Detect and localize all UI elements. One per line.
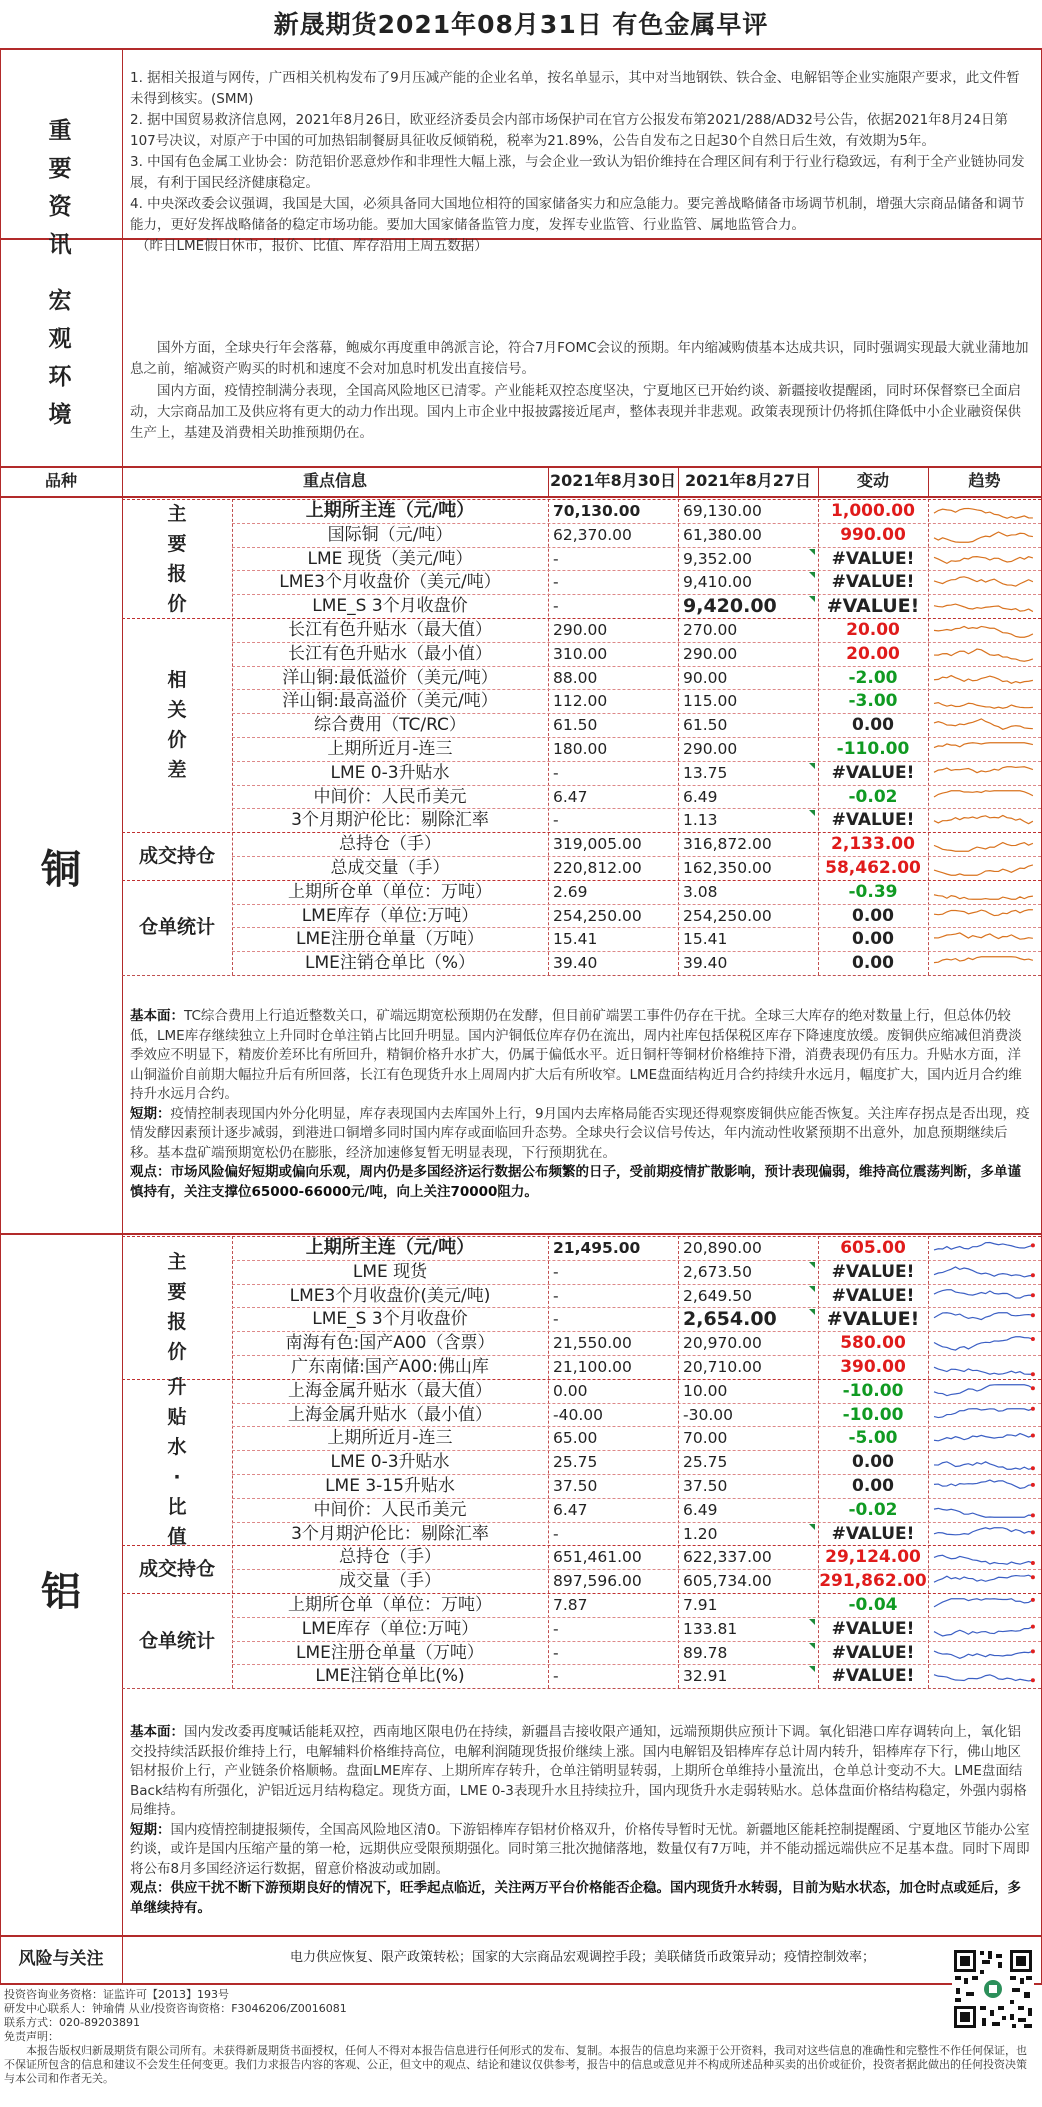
trend-sparkline [930,619,1040,641]
aluminum-row-value-d2: 20,970.00 [683,1334,762,1353]
risk-text: 电力供应恢复、限产政策转松；国家的大宗商品宏观调控手段；美联储货币政策异动；疫情控制效率； [290,1950,876,1965]
qr-code-icon [952,1948,1034,2030]
trend-sparkline [930,1308,1040,1330]
aluminum-row-name: 3个月期沪伦比：剔除汇率 [291,1523,489,1544]
trend-sparkline [930,1285,1040,1307]
copper-row-value-d2: 69,130.00 [683,502,762,520]
aluminum-short-term: 国内疫情控制捷报频传，全国高风险地区清0。下游铝棒库存铝材价格双升，价格传导暂时无忧。新疆地区能耗控制提醒函、宁夏地区节能办公室约谈，或许是国内压缩产量的第一枪，远期供应受限预期强化。同时第三批次抛储落地，数量仅有7万吨，并不能动摇远端供应不足基本盘。同时下周即将公布8月多国经济运行数据，留意价格波动或加剧。 [130,1821,1030,1877]
copper-row-value-d2: 1.13 [683,811,718,830]
aluminum-row-value-d2: 20,890.00 [683,1239,762,1257]
error-flag-icon [809,572,815,578]
copper-row-name: 国际铜（元/吨） [327,524,453,545]
aluminum-row-value-d1: 897,596.00 [553,1572,642,1591]
trend-sparkline [930,595,1040,617]
copper-basics: TC综合费用上行追近整数关口，矿端远期宽松预期仍在发酵，但目前矿端罢工事件仍存在干扰。全球三大库存的绝对数量上行，但总体仍较低，LME库存继续独立上升同时仓单注销占比回升明显。国内沪铜低位库存仍在流出，周内社库包括保税区库存下降速度放缓。废铜供应缩减但消费淡季效应不明显下，精废价差环比有所回升，精铜价格升水扩大，仍属于偏低水平。近日铜杆等铜材价格维持下滑，消费表现仍有压力。升贴水方面，洋山铜溢价自前期大幅拉升后有所回落，长江有色现货升水上周周内扩大后有所收窄。LME盘面结构近月合约持续升水远月，幅度扩大，国内近月合约维持升水远月合约。 [130,1008,1022,1102]
footer-phone: 联系方式：020-89203891 [4,2016,140,2029]
copper-row-name: 3个月期沪伦比：剔除汇率 [291,810,489,831]
copper-group-2: 成交持仓 [138,845,215,867]
copper-row-name: 洋山铜:最高溢价（美元/吨） [282,691,498,712]
error-flag-icon [809,810,815,816]
aluminum-basics: 国内发改委再度喊话能耗双控，西南地区限电仍在持续，新疆昌吉接收限产通知，远端预期供应预计下调。氧化铝港口库存调转向上，氧化铝交投持续活跃报价维持上行，电解辅料价格维持高位，电解利润随现货报价继续上涨。国内电解铝及铝棒库存总计周内转升，铝棒库存下行，佛山地区铝材报价上行，产业链条价格顺畅。盘面LME库存、上期所库存转升，仓单注销明显转弱，上期所仓单维持小量流出，仓单总计变动不大。LME盘面结Back结构有所强化，沪铝近远月结构稳定。现货方面，LME 0-3表现升水且持续拉升，国内现货升水走弱转贴水。总体盘面价格结构稳定，外强内弱格局维持。 [130,1724,1027,1818]
copper-row-name: 长江有色升贴水（最大值） [288,620,492,640]
copper-row-value-d2: 270.00 [683,621,738,639]
trend-sparkline [930,809,1040,831]
trend-sparkline [930,643,1040,665]
error-flag-icon [809,1643,815,1649]
copper-row-value-d2: 254,250.00 [683,906,772,925]
trend-sparkline [930,1665,1040,1687]
copper-row-value-d2: 9,352.00 [683,549,753,568]
aluminum-row-change: -10.00 [842,1404,904,1425]
copper-row-value-d1: 15.41 [553,930,598,949]
aluminum-row-value-d2: 20,710.00 [683,1358,762,1376]
aluminum-row-value-d1: 21,550.00 [553,1334,632,1353]
copper-row-name: 洋山铜:最低溢价（美元/吨） [282,667,498,688]
aluminum-row-name: LME 0-3升贴水 [330,1452,450,1473]
copper-row-value-d1: - [553,811,559,830]
aluminum-row-value-d2: 37.50 [683,1477,728,1495]
aluminum-row-name: LME 3-15升贴水 [325,1476,455,1496]
aluminum-row-change: -10.00 [842,1380,904,1401]
copper-row-value-d1: 39.40 [553,954,598,973]
copper-row-name: 长江有色升贴水（最小值） [288,643,492,664]
copper-row-value-d2: 9,410.00 [683,573,753,592]
aluminum-row-value-d2: 32.91 [683,1667,728,1686]
copper-row-value-d2: 162,350.00 [683,859,772,877]
header-item: 品种 [44,471,77,490]
copper-row-name: 总持仓（手） [339,834,441,855]
trend-sparkline [930,1642,1040,1664]
aluminum-row-change: #VALUE! [826,1308,920,1331]
aluminum-row-change: 29,124.00 [825,1547,921,1568]
copper-row-value-d2: 290.00 [683,644,738,663]
aluminum-row-value-d1: - [553,1286,559,1305]
aluminum-row-value-d1: 65.00 [553,1429,598,1448]
trend-sparkline [930,1404,1040,1426]
trend-sparkline [930,1356,1040,1378]
footer-disclaimer-title: 免责声明： [4,2030,59,2043]
trend-sparkline [930,786,1040,808]
aluminum-row-value-d1: 37.50 [553,1477,598,1495]
copper-row-value-d1: 180.00 [553,740,608,758]
aluminum-row-value-d2: -30.00 [683,1405,733,1424]
copper-row-name: LME3个月收盘价（美元/吨） [279,572,501,593]
trend-sparkline [930,1523,1040,1545]
trend-sparkline [930,714,1040,736]
aluminum-row-value-d2: 70.00 [683,1429,728,1448]
aluminum-row-name: 上期所主连（元/吨） [305,1237,475,1258]
trend-sparkline [930,1261,1040,1283]
aluminum-row-value-d2: 133.81 [683,1619,738,1638]
trend-sparkline [930,1475,1040,1497]
aluminum-row-value-d1: 21,100.00 [553,1358,632,1376]
aluminum-row-change: #VALUE! [831,1642,915,1663]
copper-row-value-d1: 254,250.00 [553,906,642,925]
aluminum-row-change: 291,862.00 [819,1571,927,1592]
news-section-label: 重 要 资 讯 [48,118,72,258]
aluminum-view: 供应干扰不断下游预期良好的情况下，旺季起点临近，关注两万平台价格能否企稳。国内现货升水转弱，目前为贴水状态，加仓时点或延后，多单继续持有。 [130,1880,1021,1916]
footer-license: 投资咨询业务资格：证监许可【2013】193号 [4,1988,229,2001]
error-flag-icon [809,549,815,555]
aluminum-row-change: -0.02 [848,1499,898,1520]
copper-row-value-d2: 61,380.00 [683,525,762,544]
copper-row-change: 1,000.00 [831,501,915,521]
copper-row-change: -0.39 [848,881,898,902]
aluminum-row-name: 广东南储:国产A00:佛山库 [291,1357,489,1377]
copper-view: 市场风险偏好短期或偏向乐观，周内仍是多国经济运行数据公布频繁的日子，受前期疫情扩散影响，预计表现偏弱，维持高位震荡判断，多单谨慎持有，关注支撑位65000-66000元/吨，向上关注70000阻力。 [130,1164,1021,1200]
copper-row-value-d1: 70,130.00 [553,502,641,520]
aluminum-row-value-d2: 6.49 [683,1500,718,1519]
aluminum-row-change: #VALUE! [831,1618,915,1639]
error-flag-icon [809,1262,815,1268]
error-flag-icon [809,1286,815,1292]
trend-sparkline [930,1237,1040,1259]
copper-analysis: 基本面：TC综合费用上行追近整数关口，矿端远期宽松预期仍在发酵，但目前矿端罢工事件仍存在干扰。全球三大库存的绝对数量上行，但总体仍较低，LME库存继续独立上升同时仓单注销占比回升明显。国内沪铜低位库存仍在流出，周内社库包括保税区库存下降速度放缓。废铜供应缩减但消费淡季效应不明显下，精废价差环比有所回升，精铜价格升水扩大，仍属于偏低水平。近日铜杆等铜材价格维持下滑，消费表现仍有压力。升贴水方面，洋山铜溢价自前期大幅拉升后有所回落，长江有色现货升水上周周内扩大后有所收窄。LME盘面结构近月合约持续升水远月，幅度扩大，国内近月合约维持升水远月合约。 短期：疫情控制表现国内外分化明显，库存表现国内去库国外上行，9月国内去库格局能否实现还得观察废铜供应能否恢复。关注库存拐点是否出现，疫情发酵因素预计逐步减弱，到港进口铜增多同时国内库存或面临回升态势。全球央行会议信号传达，年内流动性收紧预期不出意外，加息预期继续后移。基本盘矿端预期宽松仍在膨胀，经济加速修复暂无明显表现，下行预期犹在。 观点：市场风险偏好短期或偏向乐观，周内仍是多国经济运行数据公布频繁的日子，受前期疫情扩散影响，预计表现偏弱，维持高位震荡判断，多单谨慎持有，关注支撑位65000-66000元/吨，向上关注70000阻力。 [130,1008,1030,1200]
copper-row-value-d2: 6.49 [683,787,718,806]
aluminum-row-value-d2: 25.75 [683,1453,728,1472]
header-trend: 趋势 [968,471,1001,490]
copper-row-change: #VALUE! [831,572,915,593]
aluminum-row-value-d1: - [553,1619,559,1638]
trend-sparkline [930,1332,1040,1354]
copper-row-value-d1: 290.00 [553,621,608,639]
copper-row-value-d2: 90.00 [683,668,728,687]
copper-short-term: 疫情控制表现国内外分化明显，库存表现国内去库国外上行，9月国内去库格局能否实现还得观察废铜供应能否恢复。关注库存拐点是否出现，疫情发酵因素预计逐步减弱，到港进口铜增多同时国内库存或面临回升态势。全球央行会议信号传达，年内流动性收紧预期不出意外，加息预期继续后移。基本盘矿端预期宽松仍在膨胀，经济加速修复暂无明显表现，下行预期犹在。 [130,1105,1030,1161]
trend-sparkline [930,762,1040,784]
aluminum-group-2: 成交持仓 [138,1558,215,1581]
risk-section-label: 风险与关注 [18,1949,104,1969]
copper-row-name: 中间价：人民币美元 [313,786,467,807]
copper-row-value-d2: 61.50 [683,716,728,735]
copper-group-3: 仓单统计 [138,916,215,939]
copper-row-value-d1: 2.69 [553,882,588,901]
aluminum-row-value-d1: - [553,1643,559,1662]
copper-row-change: #VALUE! [826,595,920,618]
aluminum-row-value-d2: 622,337.00 [683,1548,772,1567]
copper-row-name: 上期所仓单（单位：万吨） [288,881,492,902]
error-flag-icon [809,596,815,602]
copper-row-change: -3.00 [848,691,898,712]
copper-row-name: 上期所近月-连三 [327,739,453,759]
footer [4,1988,1027,2086]
copper-row-change: 990.00 [840,524,906,545]
copper-row-value-d1: - [553,549,559,568]
news-list [130,68,1030,257]
trend-sparkline [930,690,1040,712]
copper-row-value-d1: 6.47 [553,787,588,806]
aluminum-row-value-d2: 89.78 [683,1643,728,1662]
aluminum-row-name: 总持仓（手） [339,1547,441,1568]
error-flag-icon [809,1666,815,1672]
trend-sparkline [930,1451,1040,1473]
copper-row-name: LME 现货（美元/吨） [307,548,473,569]
news-item: 1. 据相关报道与网传，广西相关机构发布了9月压减产能的企业名单，按名单显示，其中对当地钢铁、铁合金、电解铝等企业实施限产要求，此文件暂未得到核实。(SMM) [130,70,1020,107]
trend-sparkline [930,548,1040,570]
aluminum-row-name: LME3个月收盘价(美元/吨) [289,1285,491,1306]
aluminum-analysis: 基本面：国内发改委再度喊话能耗双控，西南地区限电仍在持续，新疆昌吉接收限产通知，远端预期供应预计下调。氧化铝港口库存调转向上，氧化铝交投持续活跃报价维持上行，电解辅料价格维持高位，电解利润随现货报价继续上涨。国内电解铝及铝棒库存总计周内转升，铝棒库存下行，佛山地区铝材报价上行，产业链条价格顺畅。盘面LME库存、上期所库存转升，仓单注销明显转弱，上期所仓单维持小量流出，仓单总计变动不大。LME盘面结Back结构有所强化，沪铝近远月结构稳定。现货方面，LME 0-3表现升水且持续拉升，国内现货升水走弱转贴水。总体盘面价格结构稳定，外强内弱格局维持。 短期：国内疫情控制捷报频传，全国高风险地区清0。下游铝棒库存铝材价格双升，价格传导暂时无忧。新疆地区能耗控制提醒函、宁夏地区节能办公室约谈，或许是国内压缩产量的第一枪，远期供应受限预期强化。同时第三批次抛储落地，数量仅有7万吨，并不能动摇远端供应不足基本盘。同时下周即将公布8月多国经济运行数据，留意价格波动或加剧。 观点：供应干扰不断下游预期良好的情况下，旺季起点临近，关注两万平台价格能否企稳。国内现货升水转弱，目前为贴水状态，加仓时点或延后，多单继续持有。 [130,1724,1030,1916]
aluminum-row-value-d1: - [553,1310,559,1329]
copper-row-change: 20.00 [846,643,900,664]
copper-row-value-d1: 62,370.00 [553,525,632,544]
copper-row-change: 58,462.00 [825,858,921,878]
aluminum-row-value-d1: 7.87 [553,1596,588,1614]
aluminum-row-name: 中间价：人民币美元 [313,1499,467,1520]
aluminum-row-name: LME注销仓单比(%) [315,1666,465,1687]
copper-row-value-d2: 13.75 [683,763,728,782]
copper-row-change: 0.00 [852,953,894,974]
header-change: 变动 [856,471,889,490]
aluminum-row-value-d1: - [553,1524,559,1543]
copper-row-value-d1: 88.00 [553,668,598,687]
copper-row-value-d1: 112.00 [553,692,608,711]
copper-group-0: 主 要 报 价 [167,502,187,615]
aluminum-row-change: -5.00 [848,1428,898,1449]
copper-row-name: LME_S 3个月收盘价 [312,596,468,617]
aluminum-row-value-d1: - [553,1262,559,1281]
trend-sparkline [930,1380,1040,1402]
trend-sparkline [930,928,1040,950]
copper-row-name: LME库存（单位:万吨） [301,905,479,926]
copper-row-change: -110.00 [836,739,910,759]
aluminum-row-value-d1: 651,461.00 [553,1548,642,1567]
copper-row-change: 0.00 [852,929,894,950]
aluminum-row-value-d1: 6.47 [553,1500,588,1519]
copper-row-name: 总成交量（手） [330,858,450,878]
trend-sparkline [930,1427,1040,1449]
trend-sparkline [930,500,1040,522]
trend-sparkline [930,1546,1040,1568]
copper-row-change: 0.00 [852,715,894,736]
trend-sparkline [930,833,1040,855]
copper-row-name: LME注册仓单量（万吨） [296,929,484,950]
aluminum-group-1: 升 贴 水 · 比 值 [167,1376,187,1549]
aluminum-row-change: #VALUE! [831,1666,915,1687]
trend-sparkline [930,738,1040,760]
aluminum-group-0: 主 要 报 价 [167,1251,187,1364]
aluminum-row-value-d2: 10.00 [683,1381,728,1400]
macro-overseas: 国外方面，全球央行年会落幕，鲍威尔再度重申鸽派言论，符合7月FOMC会议的预期。年内缩减购债基本达成共识，同时强调实现最大就业蒲地加息之前，缩减资产购买的时机和速度不会对加息时机发出直接信号。 [130,340,1029,377]
copper-row-value-d1: 319,005.00 [553,835,642,854]
copper-row-value-d1: 220,812.00 [553,859,642,877]
aluminum-row-name: 上海金属升贴水（最大值） [288,1380,492,1401]
aluminum-row-change: #VALUE! [831,1523,915,1544]
aluminum-row-value-d2: 2,673.50 [683,1262,753,1281]
news-item: 3. 中国有色金属工业协会：防范铝价恶意炒作和非理性大幅上涨，与会企业一致认为铝价维持在合理区间有利于行业行稳致远，有利于全产业链协同发展，有利于国民经济健康稳定。 [130,154,1025,191]
aluminum-row-value-d1: 21,495.00 [553,1239,641,1257]
trend-sparkline [930,1499,1040,1521]
aluminum-row-change: -0.04 [848,1595,898,1615]
copper-row-value-d1: - [553,597,559,616]
aluminum-row-name: LME 现货 [352,1261,428,1282]
footer-contact-person: 研发中心联系人：钟瑜倩 从业/投资咨询资格：F3046206/Z0016081 [4,2002,347,2015]
aluminum-row-name: LME注册仓单量（万吨） [296,1642,484,1663]
trend-sparkline [930,1570,1040,1592]
trend-sparkline [930,881,1040,903]
header-date2: 2021年8月27日 [685,471,811,490]
copper-row-value-d2: 39.40 [683,954,728,973]
aluminum-row-change: 580.00 [840,1333,906,1354]
copper-row-change: 2,133.00 [831,834,915,855]
copper-row-change: -2.00 [848,667,898,688]
copper-row-value-d1: 310.00 [553,644,608,663]
macro-domestic: 国内方面，疫情控制满分表现，全国高风险地区已清零。产业能耗双控态度坚决，宁夏地区已开始约谈、新疆接收提醒函，同时环保督察已全面启动，大宗商品加工及供应将有更大的动力作出现。国内上市企业中报披露接近尾声，整体表现并非悲观。政策表现预计仍将抓住降低中小企业融资保供生产上，基建及消费相关助推预期仍在。 [130,383,1021,441]
aluminum-row-change: #VALUE! [831,1285,915,1306]
aluminum-row-name: 上期所仓单（单位：万吨） [288,1595,492,1615]
aluminum-row-value-d1: -40.00 [553,1405,603,1424]
header-info: 重点信息 [302,471,367,490]
aluminum-row-value-d2: 1.20 [683,1524,718,1543]
copper-row-value-d2: 15.41 [683,930,728,949]
aluminum-row-name: 上期所近月-连三 [327,1428,453,1449]
aluminum-row-name: LME_S 3个月收盘价 [312,1309,468,1330]
error-flag-icon [809,763,815,769]
copper-row-name: LME注销仓单比（%） [304,953,476,974]
aluminum-row-value-d1: 0.00 [553,1381,588,1400]
error-flag-icon [809,1309,815,1315]
header-date1: 2021年8月30日 [550,471,676,490]
trend-sparkline [930,1618,1040,1640]
copper-row-value-d2: 115.00 [683,692,738,711]
page-title: 新晟期货2021年08月31日 有色金属早评 [273,10,769,39]
aluminum-row-change: #VALUE! [831,1261,915,1282]
trend-sparkline [930,667,1040,689]
aluminum-row-change: 605.00 [840,1238,906,1258]
copper-row-value-d2: 290.00 [683,740,738,758]
error-flag-icon [809,1619,815,1625]
news-item: （昨日LME假日休市，报价、比值、库存沿用上周五数据） [136,238,488,254]
footer-disclaimer: 本报告版权归新晟期货有限公司所有。未获得新晟期货书面授权，任何人不得对本报告信息进行任何形式的发布、复制。本报告的信息均来源于公开资料，我司对这些信息的准确性和完整性不作任何保证，也不保证所包含的信息和建议不会发生任何变更。我们力求报告内容的客观、公正，但文中的观点、结论和建议仅供参考，报告中的信息或意见并不构成所述品种买卖的出价或征价，投资者据此做出的任何投资决策与本公司和作者无关。 [4,2044,1027,2085]
aluminum-row-value-d1: 25.75 [553,1453,598,1472]
copper-row-value-d1: - [553,763,559,782]
aluminum-row-name: LME库存（单位:万吨） [301,1618,479,1639]
copper-row-value-d2: 3.08 [683,882,718,901]
aluminum-row-value-d2: 7.91 [683,1596,718,1614]
aluminum-row-value-d2: 2,649.50 [683,1286,753,1305]
news-item: 2. 据中国贸易救济信息网，2021年8月26日，欧亚经济委员会内部市场保护司在官方公报发布第2021/288/AD32号公告，依据2021年8月24日第107号决议，对原产于中国的可加热铝制餐厨具征收反倾销税，税率为21.89%，公告自发布之日起30个自然日后生效，有效期为5年。 [130,112,1008,149]
aluminum-group-3: 仓单统计 [138,1629,215,1652]
trend-sparkline [930,857,1040,879]
copper-row-change: #VALUE! [831,762,915,783]
copper-row-change: #VALUE! [831,548,915,569]
copper-row-change: 0.00 [852,905,894,926]
aluminum-row-name: 成交量（手） [339,1571,441,1592]
news-item: 4. 中央深改委会议强调，我国是大国，必须具备同大国地位相符的国家储备实力和应急能力。要完善战略储备市场调节机制，增强大宗商品储备和调节能力，更好发挥战略储备的稳定市场功能。要加大国家储备监管力度，发挥专业监管、行业监管、属地监管合力。 [130,196,1025,233]
aluminum-row-name: 上海金属升贴水（最小值） [288,1404,492,1425]
copper-row-change: -0.02 [848,786,898,807]
aluminum-row-value-d2: 2,654.00 [683,1308,777,1331]
trend-sparkline [930,905,1040,927]
copper-row-name: 综合费用（TC/RC） [314,715,466,736]
trend-sparkline [930,1594,1040,1616]
copper-row-change: #VALUE! [831,810,915,831]
aluminum-row-value-d2: 605,734.00 [683,1572,772,1591]
copper-row-value-d1: 61.50 [553,716,598,735]
aluminum-label: 铝 [41,1569,81,1615]
copper-row-name: 上期所主连（元/吨） [305,500,475,521]
trend-sparkline [930,524,1040,546]
copper-label: 铜 [41,847,81,893]
aluminum-row-value-d1: - [553,1667,559,1686]
copper-row-change: 20.00 [846,620,900,640]
error-flag-icon [809,1524,815,1530]
aluminum-row-change: 0.00 [852,1476,894,1496]
aluminum-row-change: 0.00 [852,1452,894,1473]
trend-sparkline [930,952,1040,974]
aluminum-row-change: 390.00 [840,1357,906,1377]
copper-row-value-d2: 9,420.00 [683,595,777,618]
copper-row-value-d2: 316,872.00 [683,835,772,854]
copper-row-name: LME 0-3升贴水 [330,762,450,783]
macro-section-label: 宏 观 环 境 [48,288,72,428]
copper-row-value-d1: - [553,573,559,592]
trend-sparkline [930,571,1040,593]
aluminum-row-name: 南海有色:国产A00（含票） [285,1333,495,1354]
copper-group-1: 相 关 价 差 [167,669,187,782]
